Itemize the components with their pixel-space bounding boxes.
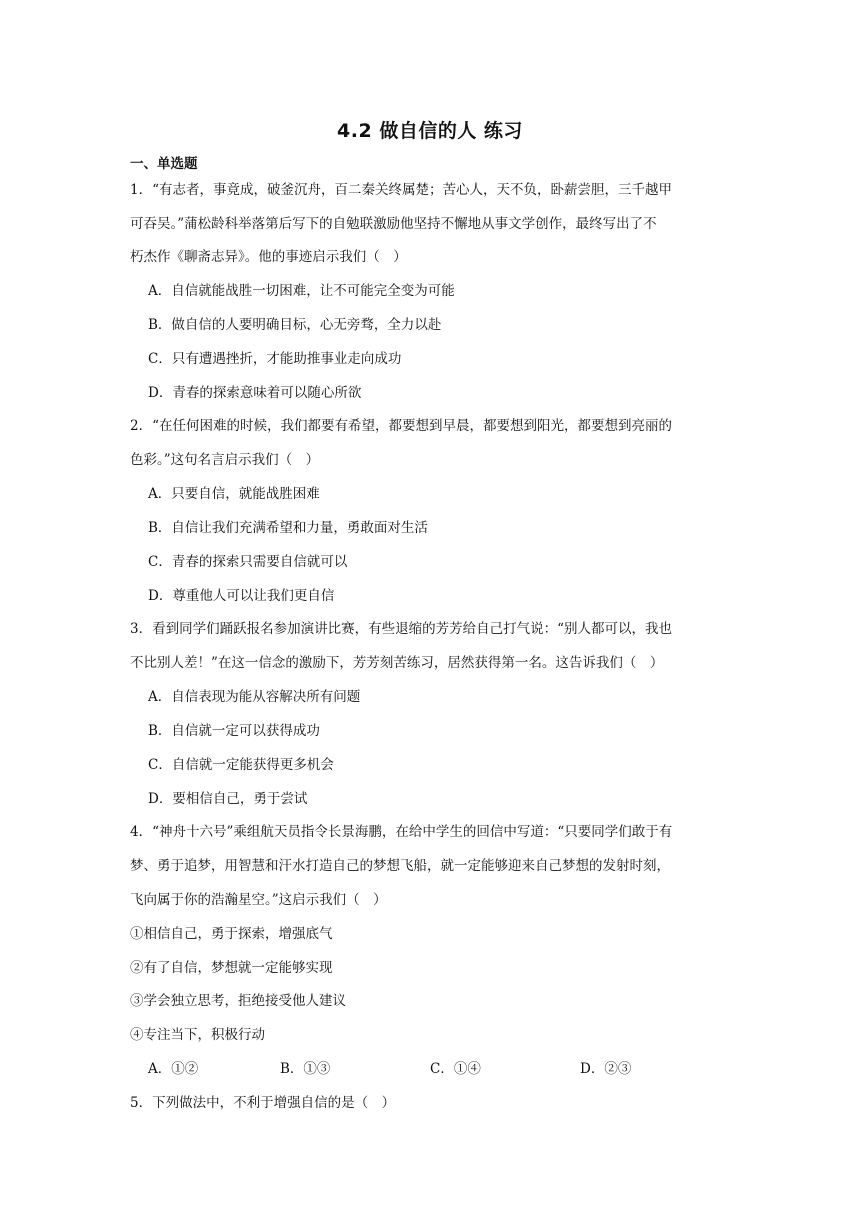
question-4-line-3: 飞向属于你的浩瀚星空。”这启示我们（ ） [130, 892, 387, 908]
question-2-line-1: 2．“在任何困难的时候，我们都要有希望，都要想到早晨，都要想到阳光，都要想到亮丽的 [130, 418, 672, 434]
question-3-line-1: 3．看到同学们踊跃报名参加演讲比赛，有些退缩的芳芳给自己打气说：“别人都可以，我也 [130, 621, 672, 637]
question-4-option-b: B．①③ [280, 1061, 331, 1077]
question-1-line-1: 1．“有志者，事竟成，破釜沉舟，百二秦关终属楚；苦心人，天不负，卧薪尝胆，三千越甲 [130, 182, 672, 198]
question-1-line-2: 可吞吴。”蒲松龄科举落第后写下的自勉联激励他坚持不懈地从事文学创作，最终写出了不 [130, 216, 657, 232]
page-title: 4.2 做自信的人 练习 [337, 120, 523, 142]
question-3-option-c: C．自信就一定能获得更多机会 [148, 757, 334, 773]
question-2-line-2: 色彩。”这句名言启示我们（ ） [130, 452, 320, 468]
question-4-statement-4: ④专注当下，积极行动 [130, 1027, 265, 1043]
question-3-option-d: D．要相信自己，勇于尝试 [148, 791, 308, 807]
question-5-line-1: 5．下列做法中，不利于增强自信的是（ ） [130, 1095, 396, 1111]
section-heading: 一、单选题 [130, 156, 198, 172]
question-4-line-1: 4．“神舟十六号”乘组航天员指令长景海鹏，在给中学生的回信中写道：“只要同学们敢于有 [130, 824, 673, 840]
question-3-line-2: 不比别人差！”在这一信念的激励下，芳芳刻苦练习，居然获得第一名。这告诉我们（ ） [130, 655, 664, 671]
question-4-line-2: 梦、勇于追梦，用智慧和汗水打造自己的梦想飞船，就一定能够迎来自己梦想的发射时刻， [130, 858, 670, 874]
question-3-option-b: B．自信就一定可以获得成功 [148, 723, 320, 739]
question-2-option-a: A．只要自信，就能战胜困难 [148, 486, 320, 502]
question-1-option-a: A．自信就能战胜一切困难，让不可能完全变为可能 [148, 283, 455, 299]
question-4-statement-2: ②有了自信，梦想就一定能够实现 [130, 960, 333, 976]
question-4-statement-3: ③学会独立思考，拒绝接受他人建议 [130, 993, 346, 1009]
question-4-option-d: D．②③ [580, 1061, 632, 1077]
question-2-option-c: C．青春的探索只需要自信就可以 [148, 554, 348, 570]
question-4-option-c: C．①④ [430, 1061, 481, 1077]
question-1-option-d: D．青春的探索意味着可以随心所欲 [148, 385, 362, 401]
question-1-option-b: B．做自信的人要明确目标，心无旁骛，全力以赴 [148, 317, 442, 333]
question-2-option-d: D．尊重他人可以让我们更自信 [148, 588, 335, 604]
question-4-statement-1: ①相信自己，勇于探索，增强底气 [130, 926, 333, 942]
question-1-line-3: 朽杰作《聊斋志异》。他的事迹启示我们（ ） [130, 249, 407, 265]
question-2-option-b: B．自信让我们充满希望和力量，勇敢面对生活 [148, 520, 428, 536]
question-4-option-a: A．①② [148, 1061, 199, 1077]
question-3-option-a: A．自信表现为能从容解决所有问题 [148, 689, 361, 705]
question-1-option-c: C．只有遭遇挫折，才能助推事业走向成功 [148, 351, 402, 367]
